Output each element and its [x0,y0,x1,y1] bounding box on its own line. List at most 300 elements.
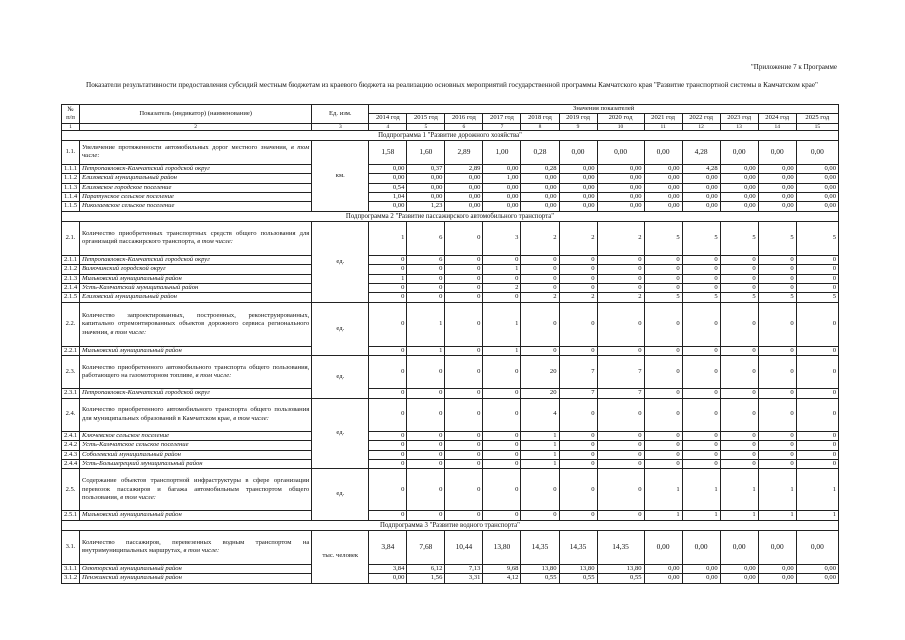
year-header: 2025 год [796,114,838,123]
indicators-table [61,104,839,584]
value-cell: 0,00 [796,193,838,202]
value-cell: 0,00 [720,174,758,183]
value-cell: 0,00 [559,174,597,183]
value-cell: 0 [483,255,521,264]
value-cell: 2 [597,293,644,302]
column-index: 9 [559,123,597,130]
unit-cell: км. [312,140,369,211]
value-cell: 0 [644,389,682,398]
value-cell: 0 [445,441,483,450]
value-cell: 0 [559,441,597,450]
unit-cell: ед. [312,398,369,469]
value-cell: 0,00 [682,574,720,583]
value-cell: 0 [369,511,407,520]
value-cell: 0,00 [521,193,559,202]
value-cell: 0,00 [597,202,644,211]
value-cell: 0 [483,441,521,450]
value-cell: 0 [597,450,644,459]
value-cell: 0 [758,274,796,283]
document-title: Показатели результативности предоставления субсидий местным бюджетам из краевого бюджета на реализацию основных мероприятий государственной программы Камчатского края "Развитие транспортной системы в Камчатском крае" [86,81,818,89]
value-cell: 0 [796,274,838,283]
value-cell: 0 [483,459,521,468]
row-label: Содержание объектов транспортной инфраструктуры в сфере организации перевозок пассажиров и багажа автомобильным транспортом общего пользования, в том числе: [80,469,312,511]
value-cell: 0 [644,265,682,274]
row-number: 2.3.1 [62,389,80,398]
value-cell: 0 [758,441,796,450]
subprogram-title: Подпрограмма 2 "Развитие пассажирского автомобильного транспорта" [62,211,839,221]
value-cell: 0 [796,346,838,355]
value-cell: 0,00 [796,530,838,564]
value-cell: 0,00 [682,183,720,192]
value-cell: 0 [644,255,682,264]
value-cell: 0,37 [407,164,445,173]
row-number: 2.1. [62,221,80,255]
value-cell: 6 [407,221,445,255]
value-cell: 0 [445,469,483,511]
value-cell: 1 [796,511,838,520]
header-no: № п/п [62,105,80,124]
value-cell: 5 [796,293,838,302]
municipality-row [62,202,839,211]
value-cell: 0,00 [796,140,838,164]
value-cell: 0,55 [521,574,559,583]
value-cell: 3,84 [369,530,407,564]
value-cell: 0 [521,284,559,293]
indicator-row [62,302,839,346]
row-number: 2.1.5 [62,293,80,302]
row-label: Николаевское сельское поселение [80,202,312,211]
value-cell: 2 [483,284,521,293]
value-cell: 0,28 [521,140,559,164]
municipality-row [62,441,839,450]
value-cell: 0 [369,255,407,264]
value-cell: 14,35 [521,530,559,564]
row-label: Олюторский муниципальный район [80,564,312,573]
subprogram-title: Подпрограмма 1 "Развитие дорожного хозяйства" [62,130,839,140]
value-cell: 0,28 [521,164,559,173]
value-cell: 0 [720,450,758,459]
value-cell: 0 [445,293,483,302]
value-cell: 0 [644,398,682,431]
value-cell: 1 [369,221,407,255]
value-cell: 0 [682,441,720,450]
row-label: Елизовский муниципальный район [80,293,312,302]
value-cell: 0,00 [644,140,682,164]
value-cell: 0,00 [682,193,720,202]
value-cell: 0,00 [597,140,644,164]
year-header: 2020 год [597,114,644,123]
value-cell: 5 [682,221,720,255]
column-index: 14 [758,123,796,130]
value-cell: 0 [682,265,720,274]
value-cell: 0 [369,293,407,302]
value-cell: 0 [445,346,483,355]
value-cell: 0 [559,431,597,440]
row-number: 2.4.3 [62,450,80,459]
value-cell: 2 [559,293,597,302]
value-cell: 0,00 [644,174,682,183]
value-cell: 0 [445,398,483,431]
value-cell: 14,35 [559,530,597,564]
value-cell: 0,55 [597,574,644,583]
value-cell: 0 [521,274,559,283]
value-cell: 0,00 [720,193,758,202]
value-cell: 0,00 [758,574,796,583]
row-label: Петропавловск-Камчатский городской округ [80,389,312,398]
indicator-row [62,530,839,564]
value-cell: 0,00 [483,183,521,192]
value-cell: 1,60 [407,140,445,164]
value-cell: 2 [521,293,559,302]
value-cell: 0 [369,356,407,389]
value-cell: 6,12 [407,564,445,573]
value-cell: 0 [644,431,682,440]
value-cell: 0 [682,274,720,283]
value-cell: 0 [796,398,838,431]
value-cell: 0 [559,302,597,346]
value-cell: 0,00 [483,164,521,173]
row-number: 3.1.2 [62,574,80,583]
value-cell: 0 [758,346,796,355]
row-number: 1.1. [62,140,80,164]
value-cell: 0 [758,284,796,293]
value-cell: 0,00 [758,564,796,573]
unit-cell: ед. [312,356,369,398]
value-cell: 0 [559,450,597,459]
column-index: 7 [483,123,521,130]
value-cell: 5 [644,221,682,255]
value-cell: 0 [597,459,644,468]
value-cell: 0 [720,441,758,450]
unit-cell: ед. [312,469,369,520]
municipality-row [62,346,839,355]
row-number: 2.3. [62,356,80,389]
value-cell: 0,00 [758,202,796,211]
row-label: Елизовский муниципальный район [80,174,312,183]
column-index: 13 [720,123,758,130]
value-cell: 0 [559,511,597,520]
value-cell: 0 [758,356,796,389]
year-header: 2019 год [559,114,597,123]
municipality-row [62,255,839,264]
value-cell: 0 [445,431,483,440]
header-unit: Ед. изм. [312,105,369,124]
row-label: Усть-Камчатский муниципальный район [80,284,312,293]
row-number: 3.1. [62,530,80,564]
value-cell: 0,00 [559,183,597,192]
value-cell: 0 [483,511,521,520]
year-header: 2021 год [644,114,682,123]
value-cell: 0,00 [796,174,838,183]
unit-cell: ед. [312,302,369,355]
value-cell: 0 [597,346,644,355]
value-cell: 0 [682,356,720,389]
value-cell: 0 [597,431,644,440]
value-cell: 1,56 [407,574,445,583]
column-index: 10 [597,123,644,130]
value-cell: 1,04 [369,193,407,202]
row-number: 1.1.3 [62,183,80,192]
value-cell: 0,00 [796,183,838,192]
municipality-row [62,265,839,274]
value-cell: 5 [644,293,682,302]
indicator-row [62,356,839,389]
value-cell: 1,00 [483,174,521,183]
value-cell: 0 [796,389,838,398]
value-cell: 0,00 [720,564,758,573]
value-cell: 0,00 [407,183,445,192]
value-cell: 0,00 [407,193,445,202]
value-cell: 1 [796,469,838,511]
value-cell: 0,00 [559,193,597,202]
value-cell: 0,00 [758,530,796,564]
value-cell: 3,31 [445,574,483,583]
value-cell: 0,00 [720,574,758,583]
value-cell: 0,00 [720,530,758,564]
value-cell: 0 [758,255,796,264]
value-cell: 0 [407,459,445,468]
value-cell: 0,00 [597,183,644,192]
row-label: Количество приобретенного автомобильного транспорта общего пользования для муниципальных образований в Камчатском крае, в том числе: [80,398,312,431]
row-label: Ключевское сельское поселение [80,431,312,440]
row-number: 2.1.1 [62,255,80,264]
value-cell: 0 [597,469,644,511]
value-cell: 0 [445,389,483,398]
value-cell: 0 [483,274,521,283]
value-cell: 0 [369,441,407,450]
column-index: 5 [407,123,445,130]
value-cell: 4,28 [682,140,720,164]
municipality-row [62,389,839,398]
value-cell: 0 [407,441,445,450]
value-cell: 7 [597,389,644,398]
value-cell: 0 [796,450,838,459]
indicator-row [62,469,839,511]
value-cell: 0,00 [720,202,758,211]
value-cell: 0,00 [682,174,720,183]
value-cell: 0 [720,346,758,355]
value-cell: 0 [796,459,838,468]
value-cell: 0 [445,265,483,274]
value-cell: 0 [369,284,407,293]
year-header: 2024 год [758,114,796,123]
value-cell: 0 [407,431,445,440]
value-cell: 7 [559,356,597,389]
value-cell: 0,00 [445,174,483,183]
row-number: 2.4.1 [62,431,80,440]
value-cell: 0 [445,302,483,346]
value-cell: 0,00 [644,183,682,192]
value-cell: 13,80 [521,564,559,573]
value-cell: 0,00 [720,164,758,173]
value-cell: 0,00 [644,574,682,583]
value-cell: 4,28 [682,164,720,173]
value-cell: 0 [445,450,483,459]
row-number: 2.4.4 [62,459,80,468]
value-cell: 0 [407,293,445,302]
value-cell: 0 [445,274,483,283]
column-index: 1 [62,123,80,130]
value-cell: 2,89 [445,140,483,164]
value-cell: 0 [682,284,720,293]
value-cell: 0 [407,356,445,389]
value-cell: 3 [483,221,521,255]
value-cell: 0 [445,356,483,389]
value-cell: 0 [720,302,758,346]
value-cell: 0 [483,431,521,440]
municipality-row [62,459,839,468]
row-number: 2.4.2 [62,441,80,450]
value-cell: 1 [720,511,758,520]
value-cell: 14,35 [597,530,644,564]
value-cell: 0,54 [369,183,407,192]
municipality-row [62,183,839,192]
value-cell: 0,00 [521,174,559,183]
value-cell: 0,00 [521,202,559,211]
column-index: 12 [682,123,720,130]
value-cell: 0 [720,274,758,283]
value-cell: 0 [644,274,682,283]
value-cell: 0,00 [644,193,682,202]
value-cell: 0 [369,431,407,440]
column-index: 3 [312,123,369,130]
municipality-row [62,164,839,173]
value-cell: 0 [445,221,483,255]
value-cell: 0 [597,441,644,450]
column-index: 15 [796,123,838,130]
value-cell: 0 [521,469,559,511]
value-cell: 0 [644,302,682,346]
subprogram-title: Подпрограмма 3 "Развитие водного транспорта" [62,520,839,530]
value-cell: 5 [720,293,758,302]
row-number: 2.2.1 [62,346,80,355]
value-cell: 0 [720,398,758,431]
column-index: 11 [644,123,682,130]
value-cell: 0 [597,265,644,274]
value-cell: 0 [445,459,483,468]
value-cell: 0 [521,302,559,346]
row-label: Пенжинский муниципальный район [80,574,312,583]
value-cell: 0 [369,469,407,511]
value-cell: 0 [758,302,796,346]
value-cell: 0,00 [369,574,407,583]
value-cell: 1 [720,469,758,511]
value-cell: 3,84 [369,564,407,573]
row-label: Количество пассажиров, перевезенных водным транспортом на внутримуниципальных маршрутах, в том числе: [80,530,312,564]
indicator-row [62,140,839,164]
row-label: Увеличение протяженности автомобильных дорог местного значения, в том числе: [80,140,312,164]
value-cell: 0 [758,459,796,468]
value-cell: 20 [521,389,559,398]
value-cell: 5 [796,221,838,255]
municipality-row [62,511,839,520]
value-cell: 0,00 [720,140,758,164]
year-header: 2015 год [407,114,445,123]
value-cell: 0 [644,441,682,450]
value-cell: 0 [407,398,445,431]
indicator-row [62,398,839,431]
row-number: 2.1.2 [62,265,80,274]
header-values: Значения показателей [369,105,839,114]
value-cell: 4,12 [483,574,521,583]
value-cell: 0 [796,255,838,264]
value-cell: 0,00 [483,202,521,211]
value-cell: 0 [682,302,720,346]
indicator-row [62,221,839,255]
row-label: Петропавловск-Камчатский городской округ [80,164,312,173]
value-cell: 0,00 [445,202,483,211]
value-cell: 0,00 [758,140,796,164]
row-label: Мильковский муниципальный район [80,511,312,520]
value-cell: 0,00 [369,202,407,211]
value-cell: 0,00 [521,183,559,192]
year-header: 2018 год [521,114,559,123]
value-cell: 0 [644,450,682,459]
value-cell: 0 [758,389,796,398]
value-cell: 4 [521,398,559,431]
municipality-row [62,284,839,293]
row-number: 2.1.3 [62,274,80,283]
year-header: 2016 год [445,114,483,123]
value-cell: 0 [369,450,407,459]
row-label: Соболевский муниципальный район [80,450,312,459]
value-cell: 0 [796,265,838,274]
annex-label: "Приложение 7 к Программе [750,63,837,71]
row-number: 1.1.4 [62,193,80,202]
value-cell: 0,00 [796,574,838,583]
value-cell: 5 [758,221,796,255]
value-cell: 1 [682,469,720,511]
value-cell: 0,00 [559,164,597,173]
year-header: 2023 год [720,114,758,123]
value-cell: 7 [597,356,644,389]
value-cell: 1 [521,459,559,468]
value-cell: 1 [369,274,407,283]
row-label: Паратунское сельское поселение [80,193,312,202]
municipality-row [62,574,839,583]
value-cell: 0 [445,284,483,293]
value-cell: 0 [407,274,445,283]
value-cell: 0 [559,284,597,293]
value-cell: 0 [559,274,597,283]
value-cell: 0 [407,389,445,398]
row-label: Количество приобретенных транспортных средств общего пользования для организаций пассажирского транспорта, в том числе: [80,221,312,255]
value-cell: 0,00 [682,530,720,564]
year-header: 2014 год [369,114,407,123]
value-cell: 0 [682,450,720,459]
value-cell: 0 [720,389,758,398]
value-cell: 9,68 [483,564,521,573]
value-cell: 0 [682,255,720,264]
unit-cell: ед. [312,221,369,302]
value-cell: 1 [483,265,521,274]
value-cell: 0,00 [644,164,682,173]
value-cell: 0 [483,293,521,302]
row-number: 2.2. [62,302,80,346]
municipality-row [62,174,839,183]
value-cell: 0 [369,302,407,346]
row-number: 2.5.1 [62,511,80,520]
value-cell: 0 [483,398,521,431]
value-cell: 1 [483,346,521,355]
value-cell: 10,44 [445,530,483,564]
value-cell: 0 [758,431,796,440]
row-label: Количество приобретенного автомобильного транспорта общего пользования, работающего на газомоторном топливе, в том числе: [80,356,312,389]
value-cell: 0,00 [369,174,407,183]
value-cell: 0,00 [644,530,682,564]
row-number: 1.1.5 [62,202,80,211]
municipality-row [62,193,839,202]
